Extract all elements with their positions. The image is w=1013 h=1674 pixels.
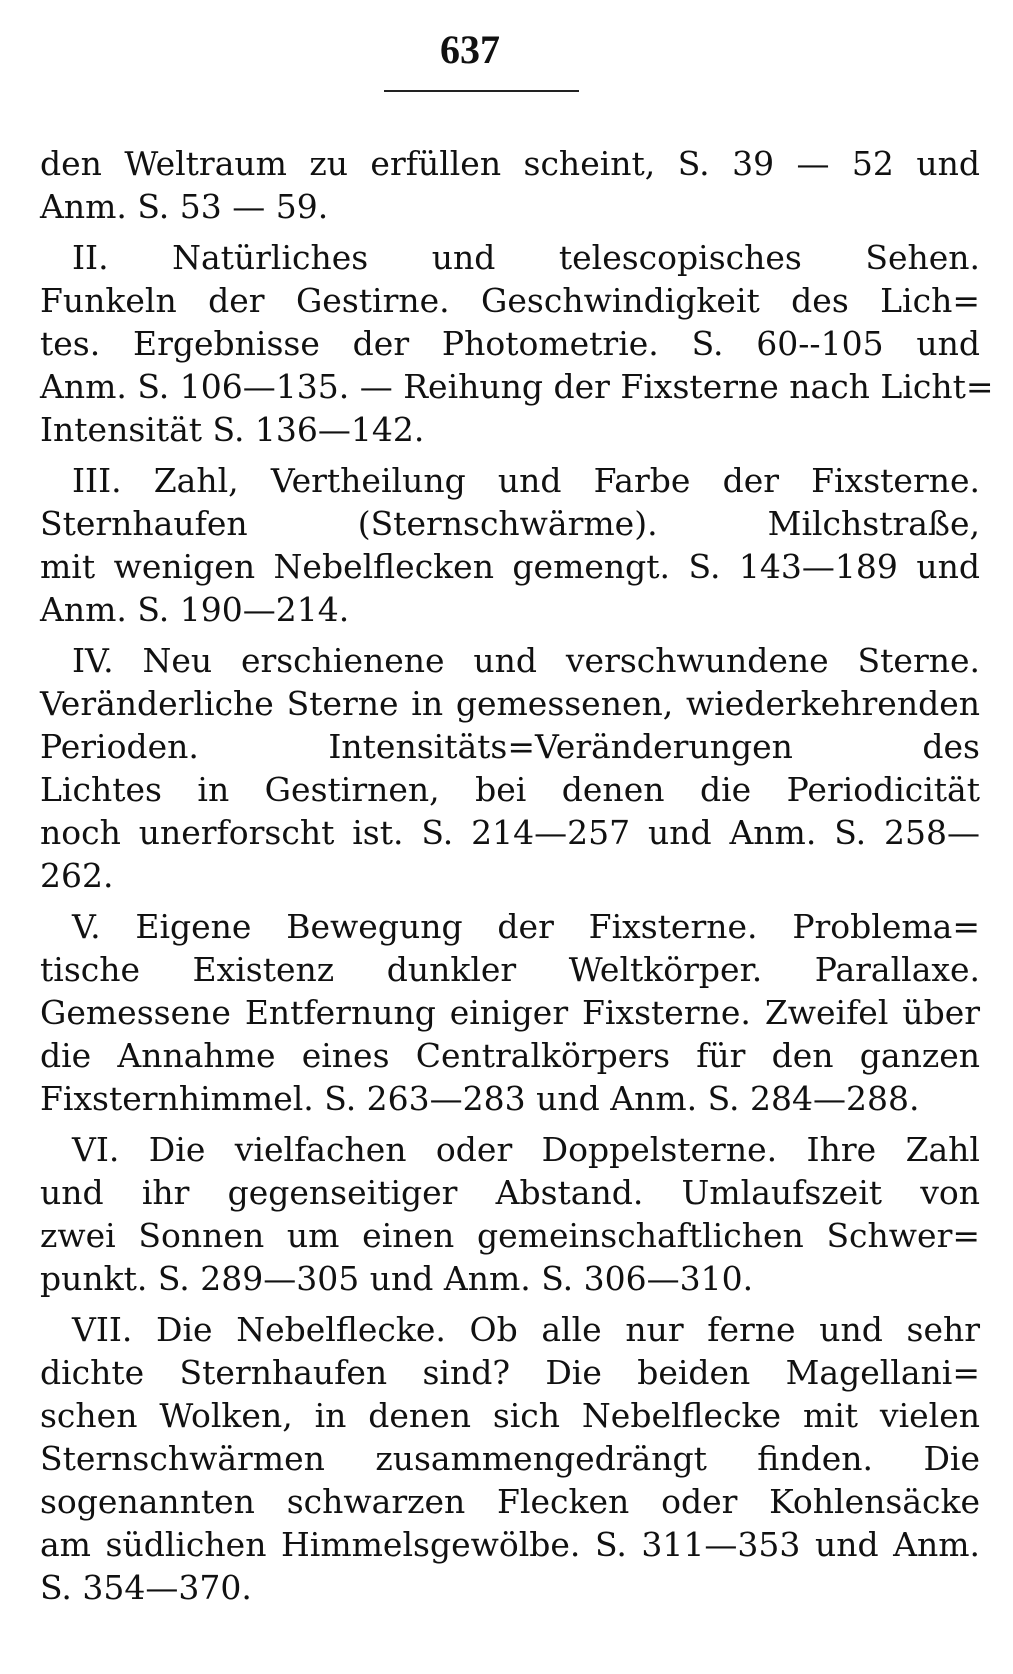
text-line: zwei Sonnen um einen gemeinschaftlichen Schwer=	[40, 1216, 980, 1255]
section-iii	[40, 459, 980, 631]
text-line: noch unerforscht ist. S. 214—257 und Anm. S. 258—	[40, 813, 980, 852]
text-line: Intensität S. 136—142.	[40, 410, 425, 449]
text-line: 262.	[40, 856, 114, 895]
section-vii	[40, 1308, 980, 1609]
text-line: und ihr gegenseitiger Abstand. Umlaufszeit von	[40, 1173, 980, 1212]
text-line: sogenannten schwarzen Flecken oder Kohlensäcke	[40, 1482, 980, 1521]
text-line: Veränderliche Sterne in gemessenen, wiederkehrenden	[40, 684, 980, 723]
section-heading-line: II. Natürliches und telescopisches Sehen.	[72, 238, 980, 277]
text-line: Gemessene Entfernung einiger Fixsterne. Zweifel über	[40, 993, 980, 1032]
section-ii	[40, 236, 994, 451]
section-vi	[40, 1128, 980, 1300]
text-line: Anm. S. 53 — 59.	[40, 187, 329, 226]
text-line: Perioden. Intensitäts=Veränderungen des	[40, 727, 980, 766]
header-rule	[384, 90, 579, 92]
text-line: dichte Sternhaufen sind? Die beiden Magellani=	[40, 1353, 980, 1392]
text-line: die Annahme eines Centralkörpers für den ganzen	[40, 1036, 980, 1075]
text-line: Sternschwärmen zusammengedrängt finden. Die	[40, 1439, 980, 1478]
text-line: Funkeln der Gestirne. Geschwindigkeit des Lich=	[40, 281, 980, 320]
section-heading-line: VII. Die Nebelflecke. Ob alle nur ferne und sehr	[72, 1310, 980, 1349]
text-line: punkt. S. 289—305 und Anm. S. 306—310.	[40, 1259, 754, 1298]
section-heading-line: V. Eigene Bewegung der Fixsterne. Problema=	[72, 907, 980, 946]
text-line: Anm. S. 106—135. — Reihung der Fixsterne nach Licht=	[40, 367, 994, 406]
section-heading-line: IV. Neu erschienene und verschwundene Sterne.	[72, 641, 980, 680]
text-line: den Weltraum zu erfüllen scheint, S. 39 — 52 und	[40, 144, 980, 183]
text-line: schen Wolken, in denen sich Nebelflecke mit vielen	[40, 1396, 980, 1435]
text-line: Anm. S. 190—214.	[40, 590, 350, 629]
section-heading-line: III. Zahl, Vertheilung und Farbe der Fixsterne.	[72, 461, 980, 500]
text-line: tes. Ergebnisse der Photometrie. S. 60--105 und	[40, 324, 980, 363]
page-number: 637	[440, 27, 500, 72]
table-of-contents-text	[40, 142, 994, 1609]
text-line: Fixsternhimmel. S. 263—283 und Anm. S. 284—288.	[40, 1079, 920, 1118]
text-line: S. 354—370.	[40, 1568, 252, 1607]
section-iv	[40, 639, 980, 897]
text-line: am südlichen Himmelsgewölbe. S. 311—353 und Anm.	[40, 1525, 980, 1564]
text-line: Lichtes in Gestirnen, bei denen die Periodicität	[40, 770, 980, 809]
text-line: tische Existenz dunkler Weltkörper. Parallaxe.	[40, 950, 980, 989]
section-v	[40, 905, 980, 1120]
text-line: Sternhaufen (Sternschwärme). Milchstraße,	[40, 504, 980, 543]
continuation-paragraph	[40, 142, 980, 228]
section-heading-line: VI. Die vielfachen oder Doppelsterne. Ihre Zahl	[72, 1130, 980, 1169]
text-line: mit wenigen Nebelflecken gemengt. S. 143—189 und	[40, 547, 980, 586]
